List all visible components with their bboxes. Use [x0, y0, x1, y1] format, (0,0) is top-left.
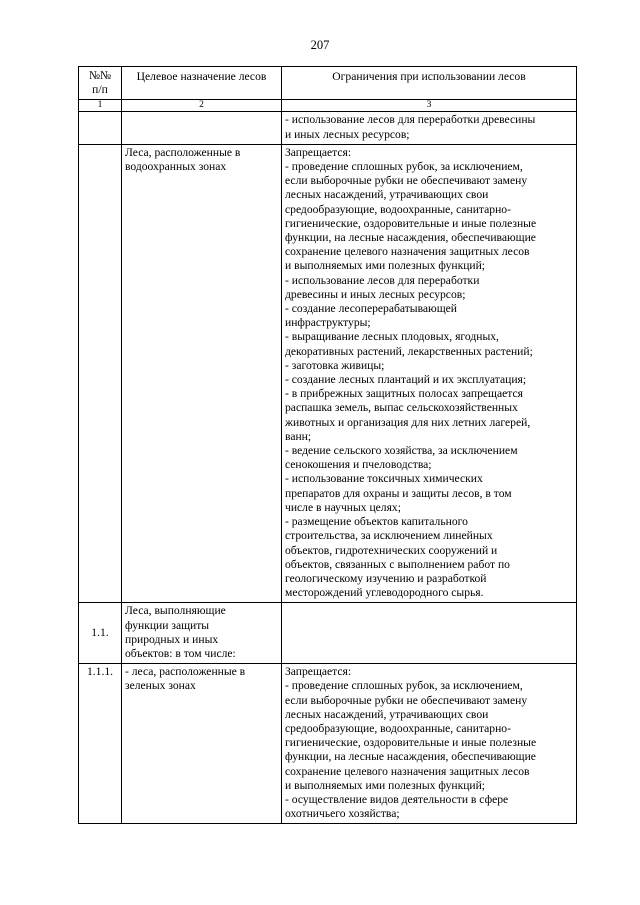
row-purpose-cell	[122, 144, 282, 603]
restriction-line: животных и организация для них летних лагерей,	[285, 415, 531, 429]
restriction-line: сохранение целевого назначения защитных лесов	[285, 764, 530, 778]
restriction-line: средообразующие, водоохранные, санитарно-	[285, 202, 511, 216]
restriction-line: декоративных растений, лекарственных растений;	[285, 344, 533, 358]
restriction-line: Запрещается:	[285, 665, 352, 679]
row-restrictions-cell	[282, 112, 577, 144]
restriction-line: если выборочные рубки не обеспечивают замену	[285, 693, 528, 707]
purpose-line: водоохранных зонах	[125, 160, 227, 174]
restriction-line: распашка земель, выпас сельскохозяйственных	[285, 401, 518, 415]
restriction-line: древесины и иных лесных ресурсов;	[285, 287, 466, 301]
restriction-line: - создание лесоперерабатывающей	[285, 302, 457, 316]
restriction-line: геологическому изучению и разработкой	[285, 571, 487, 585]
table-row	[79, 144, 577, 603]
column-index-2: 2	[122, 100, 282, 112]
restriction-line: лесных насаждений, утрачивающих свои	[285, 707, 489, 721]
restriction-line: и иных лесных ресурсов;	[285, 127, 410, 141]
restriction-line: охотничьего хозяйства;	[285, 807, 400, 821]
restriction-line: гигиенические, оздоровительные и иные полезные	[285, 736, 537, 750]
row-restrictions-cell	[282, 664, 577, 824]
restriction-line: и выполняемых ими полезных функций;	[285, 259, 486, 273]
restriction-line: лесных насаждений, утрачивающих свои	[285, 188, 489, 202]
purpose-line: объектов: в том числе:	[125, 646, 236, 660]
restriction-line: - ведение сельского хозяйства, за исключением	[285, 444, 518, 458]
row-number-cell	[79, 144, 122, 603]
restriction-line: - в прибрежных защитных полосах запрещается	[285, 387, 523, 401]
purpose-line: зеленых зонах	[125, 679, 196, 693]
row-number-cell: 1.1.1.	[79, 664, 122, 824]
restriction-line: средообразующие, водоохранные, санитарно-	[285, 721, 511, 735]
restriction-line: числе в научных целях;	[285, 500, 401, 514]
header-purpose-cell: Целевое назначение лесов	[122, 67, 282, 100]
restriction-line: - размещение объектов капитального	[285, 515, 468, 529]
restriction-line: - проведение сплошных рубок, за исключением,	[285, 679, 523, 693]
forest-restrictions-table	[78, 66, 577, 824]
restriction-line: объектов, связанных с выполнением работ по	[285, 557, 510, 571]
row-restrictions-cell	[282, 144, 577, 603]
row-purpose-cell	[122, 664, 282, 824]
restriction-line: если выборочные рубки не обеспечивают замену	[285, 174, 528, 188]
restriction-line: - осуществление видов деятельности в сфере	[285, 792, 509, 806]
restriction-line: - использование лесов для переработки	[285, 273, 480, 287]
row-purpose-cell	[122, 112, 282, 144]
restriction-line: месторождений углеводородного сырья.	[285, 586, 484, 600]
table-row	[79, 603, 577, 664]
row-restrictions-cell	[282, 603, 577, 664]
table-header-row	[79, 67, 577, 100]
restriction-line: функции, на лесные насаждения, обеспечивающие	[285, 231, 536, 245]
restriction-line: - заготовка живицы;	[285, 358, 385, 372]
table-row	[79, 664, 577, 824]
restriction-line: - создание лесных плантаций и их эксплуатация;	[285, 373, 527, 387]
restriction-line: - проведение сплошных рубок, за исключением,	[285, 160, 523, 174]
row-number-cell: 1.1.	[79, 603, 122, 664]
restriction-line: Запрещается:	[285, 145, 352, 159]
restriction-line: - использование токсичных химических	[285, 472, 483, 486]
purpose-line: Леса, расположенные в	[125, 145, 241, 159]
table-row	[79, 112, 577, 144]
row-number-cell	[79, 112, 122, 144]
restriction-line: гигиенические, оздоровительные и иные полезные	[285, 216, 537, 230]
restriction-line: и выполняемых ими полезных функций;	[285, 778, 486, 792]
column-index-3: 3	[282, 100, 577, 112]
restriction-line: функции, на лесные насаждения, обеспечивающие	[285, 750, 536, 764]
column-index-row	[79, 100, 577, 112]
restriction-line: - использование лесов для переработки древесины	[285, 113, 536, 127]
restriction-line: строительства, за исключением линейных	[285, 529, 493, 543]
restriction-line: ванн;	[285, 429, 312, 443]
header-number-line-1: №№	[88, 69, 112, 82]
purpose-line: природных и иных	[125, 632, 219, 646]
page-number: 207	[310, 38, 330, 52]
restriction-line: сохранение целевого назначения защитных лесов	[285, 245, 530, 259]
purpose-line: Леса, выполняющие	[125, 604, 226, 618]
restriction-line: препаратов для охраны и защиты лесов, в том	[285, 486, 512, 500]
header-restrictions-cell: Ограничения при использовании лесов	[282, 67, 577, 100]
purpose-line: - леса, расположенные в	[125, 665, 246, 679]
restriction-line: - выращивание лесных плодовых, ягодных,	[285, 330, 499, 344]
restriction-line: сенокошения и пчеловодства;	[285, 458, 432, 472]
header-number-cell	[79, 67, 122, 100]
purpose-line: функции защиты	[125, 618, 210, 632]
row-purpose-cell	[122, 603, 282, 664]
header-number-line-2: п/п	[92, 83, 108, 97]
column-index-1: 1	[79, 100, 122, 112]
restriction-line: инфраструктуры;	[285, 316, 371, 330]
restriction-line: объектов, гидротехнических сооружений и	[285, 543, 498, 557]
